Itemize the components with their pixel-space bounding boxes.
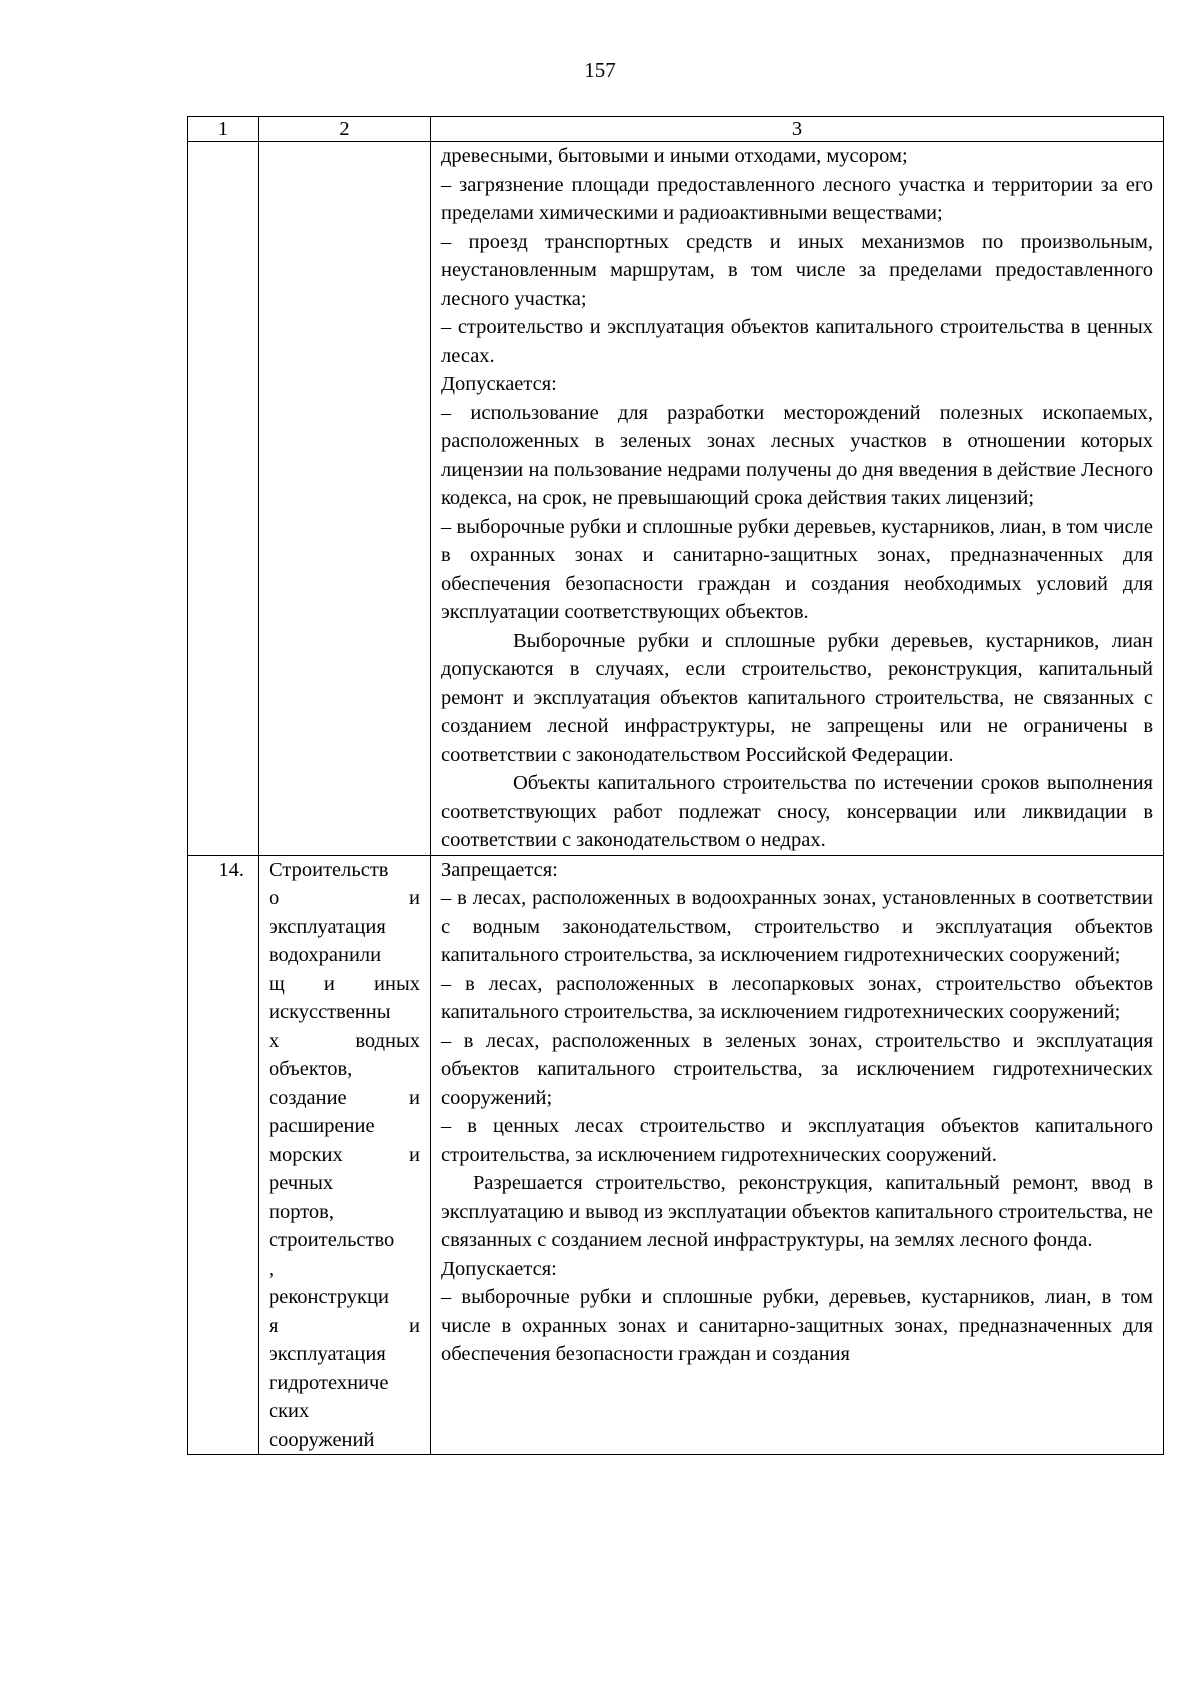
title-line: х водных [269,1029,420,1052]
row-content-cell [431,142,1164,856]
title-line: реконструкци [269,1286,389,1308]
table-row-14 [188,855,1164,1455]
paragraph: – строительство и эксплуатация объектов капитального строительства в ценных лесах. [441,316,1153,367]
title-line: объектов, [269,1058,353,1080]
paragraph: Выборочные рубки и сплошные рубки деревьев, кустарников, лиан допускаются в случаях, если строительство, реконструкция, капитальный ремонт и эксплуатация объектов капитального строительства, не связанных с созданием лесной инфраструктуры, не запрещены или не ограничены в соответствии с законодательством Российской Федерации. [441,629,1153,766]
title-line: эксплуатация [269,1343,386,1365]
paragraph: – загрязнение площади предоставленного лесного участка и территории за его пределами химическими и радиоактивными веществами; [441,173,1153,224]
title-line: сооружений [269,1428,375,1451]
paragraph: Запрещается: [441,858,558,881]
paragraph: Допускается: [441,1257,557,1280]
title-line: расширение [269,1115,375,1137]
title-line: морских и [269,1143,420,1166]
paragraph: – в лесах, расположенных в лесопарковых зонах, строительство объектов капитального строительства, за исключением гидротехнических сооружений; [441,972,1153,1023]
row-title-cell [259,855,431,1455]
paragraph: Разрешается строительство, реконструкция, капитальный ремонт, ввод в эксплуатацию и вывод из эксплуатации объектов капитального строительства, не связанных с созданием лесной инфраструктуры, на землях лесного фонда. [441,1172,1153,1251]
paragraph: – использование для разработки месторождений полезных ископаемых, расположенных в зеленых зонах лесных участков в отношении которых лицензии на пользование недрами получены до дня введения в действие Лесного кодекса, на срок, не превышающий срока действия таких лицензий; [441,401,1153,509]
paragraph: Допускается: [441,373,557,395]
header-col-2: 2 [259,117,431,142]
title-line: щ и иных [269,972,420,995]
title-line: создание и [269,1086,420,1109]
title-line: Строительств [269,858,389,881]
title-line: речных [269,1172,334,1194]
title-line: водохранили [269,944,382,966]
title-line: , [269,1257,275,1280]
page-number: 157 [584,58,616,82]
header-col-3: 3 [431,117,1164,142]
paragraph: – в лесах, расположенных в зеленых зонах, строительство и эксплуатация объектов капитального строительства, за исключением гидротехнических сооружений; [441,1029,1153,1109]
paragraph: древесными, бытовыми и иными отходами, мусором; [441,145,908,167]
row-title-cell [259,142,431,856]
paragraph: – проезд транспортных средств и иных механизмов по произвольным, неустановленным маршрутам, в том числе за пределами предоставленного лесного участка; [441,230,1153,310]
paragraph: – в ценных лесах строительство и эксплуатация объектов капитального строительства, за исключением гидротехнических сооружений. [441,1115,1153,1166]
row-content-cell [431,855,1164,1455]
row-number-cell: 14. [188,855,259,1455]
title-line: строительство [269,1229,395,1251]
title-line: эксплуатация [269,915,386,938]
title-line: я и [269,1314,420,1337]
paragraph: – выборочные рубки и сплошные рубки, деревьев, кустарников, лиан, в том числе в охранных зонах и санитарно-защитных зонах, предназначенных для обеспечения безопасности граждан и создания [441,1286,1153,1365]
paragraph: – выборочные рубки и сплошные рубки деревьев, кустарников, лиан, в том числе в охранных зонах и санитарно-защитных зонах, предназначенных для обеспечения безопасности граждан и создания необходимых условий для эксплуатации соответствующих объектов. [441,515,1153,623]
title-line: о и [269,887,420,909]
title-line: гидротехниче [269,1371,389,1394]
paragraph: Объекты капитального строительства по истечении сроков выполнения соответствующих работ подлежат сносу, консервации или ликвидации в соответствии с законодательством о недрах. [441,772,1153,851]
table-row-continuation [188,142,1164,856]
regulation-table [187,116,1164,1455]
title-line: ских [269,1400,310,1422]
title-line: искусственны [269,1001,391,1023]
table-header-row [188,117,1164,142]
row-number-cell [188,142,259,856]
title-line: портов, [269,1200,334,1223]
header-col-1: 1 [188,117,259,142]
paragraph: – в лесах, расположенных в водоохранных зонах, установленных в соответствии с водным законодательством, строительство и эксплуатация объектов капитального строительства, за исключением гидротехнических сооружений; [441,887,1153,966]
